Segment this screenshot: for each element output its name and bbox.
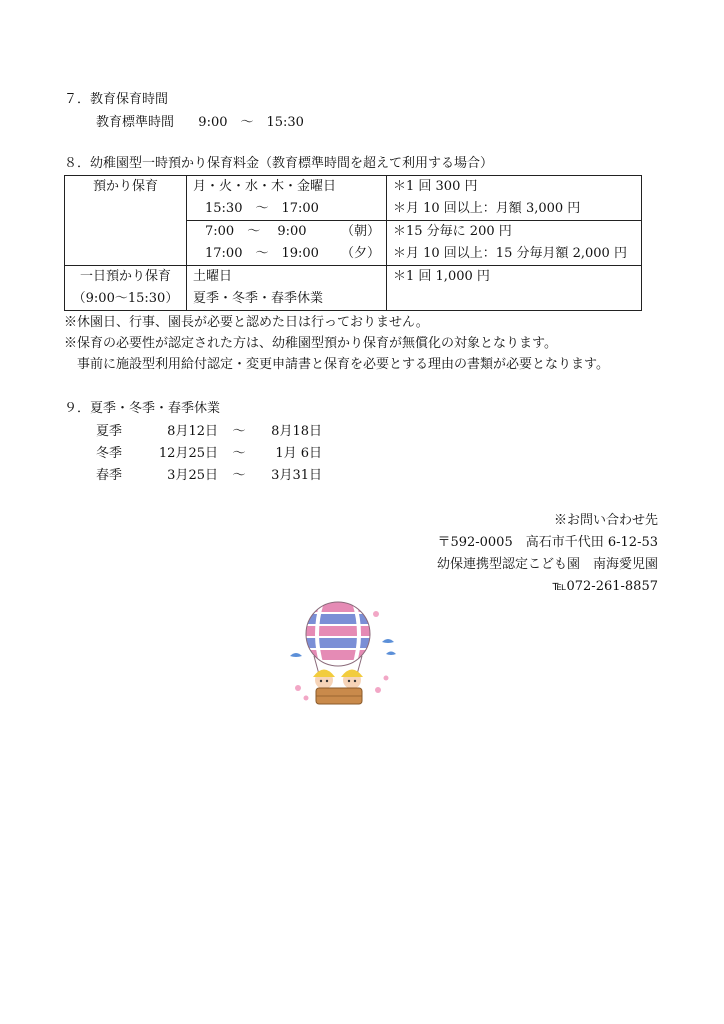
category-label: 一日預かり保育: [79, 269, 171, 284]
schedule-text: 夏季・冬季・春季休業: [193, 291, 324, 306]
category-cell: [65, 176, 187, 266]
section9-heading: ９．夏季・冬季・春季休業: [64, 401, 221, 416]
holiday-end: 1月 6日: [275, 446, 322, 461]
fee-cell: [387, 266, 642, 311]
schedule-time: 17:00 ～ 19:00: [205, 246, 319, 261]
hot-air-balloon-children-illustration: [282, 598, 412, 708]
schedule-text: [193, 221, 380, 243]
holiday-row: [96, 469, 322, 482]
holiday-start: 12月25日: [158, 446, 218, 461]
holiday-season: 春季: [96, 468, 123, 483]
fee-cell: [387, 176, 642, 221]
holiday-start: 3月25日: [167, 468, 218, 483]
holiday-sep: ～: [232, 468, 246, 483]
holiday-row: [96, 447, 322, 460]
standard-time-label: 教育標準時間: [96, 115, 175, 130]
schedule-cell: [187, 266, 387, 311]
schedule-text: [193, 243, 380, 265]
section8-heading: ８．幼稚園型一時預かり保育料金（教育標準時間を超えて利用する場合）: [64, 156, 494, 171]
fee-text: ＊15 分毎に 200 円: [393, 224, 512, 239]
holiday-sep: ～: [232, 446, 246, 461]
holiday-sep: ～: [232, 424, 246, 439]
contact-org: 幼保連携型認定こども園 南海愛児園: [436, 557, 658, 572]
holiday-end: 3月31日: [271, 468, 322, 483]
schedule-time: 7:00 ～ 9:00: [205, 224, 307, 239]
section7-heading: ７．教育保育時間: [64, 92, 169, 107]
schedule-text: 15:30 ～ 17:00: [205, 201, 319, 216]
holiday-row: [96, 425, 322, 438]
schedule-cell: [187, 176, 387, 221]
category-sublabel: （9:00～15:30）: [72, 291, 179, 306]
holiday-start: 8月12日: [167, 424, 218, 439]
holiday-season: 夏季: [96, 424, 123, 439]
note: ※保育の必要性が認定された方は、幼稚園型預かり保育が無償化の対象となります。: [64, 336, 557, 351]
category-label: 預かり保育: [92, 179, 158, 194]
fee-text: ＊月 10 回以上：月額 3,000 円: [393, 201, 581, 216]
table-row: [65, 176, 642, 221]
standard-time-value: 9:00 ～ 15:30: [198, 115, 304, 130]
fee-text: ＊1 回 1,000 円: [393, 269, 490, 284]
fee-cell: [387, 221, 642, 266]
contact-address: 〒592-0005 高石市千代田 6-12-53: [437, 535, 658, 550]
note: 事前に施設型利用給付認定・変更申請書と保育を必要とする理由の書類が必要となります。: [64, 357, 609, 372]
holiday-end: 8月18日: [271, 424, 322, 439]
schedule-cell: [187, 221, 387, 266]
fee-table: [64, 175, 642, 311]
holiday-season: 冬季: [96, 446, 123, 461]
fee-text: ＊1 回 300 円: [393, 179, 478, 194]
fee-text: ＊月 10 回以上：15 分毎月額 2,000 円: [393, 246, 627, 261]
contact-title: ※お問い合わせ先: [553, 513, 658, 528]
schedule-tag: （夕）: [340, 246, 380, 261]
schedule-text: 土曜日: [193, 269, 233, 284]
category-cell: [65, 266, 187, 311]
contact-tel: ℡072-261-8857: [552, 579, 658, 594]
standard-time-row: [96, 116, 304, 129]
table-row: [65, 266, 642, 311]
schedule-text: 月・火・水・木・金曜日: [193, 179, 337, 194]
schedule-tag: （朝）: [340, 224, 380, 239]
note: ※休園日、行事、園長が必要と認めた日は行っておりません。: [64, 315, 429, 330]
